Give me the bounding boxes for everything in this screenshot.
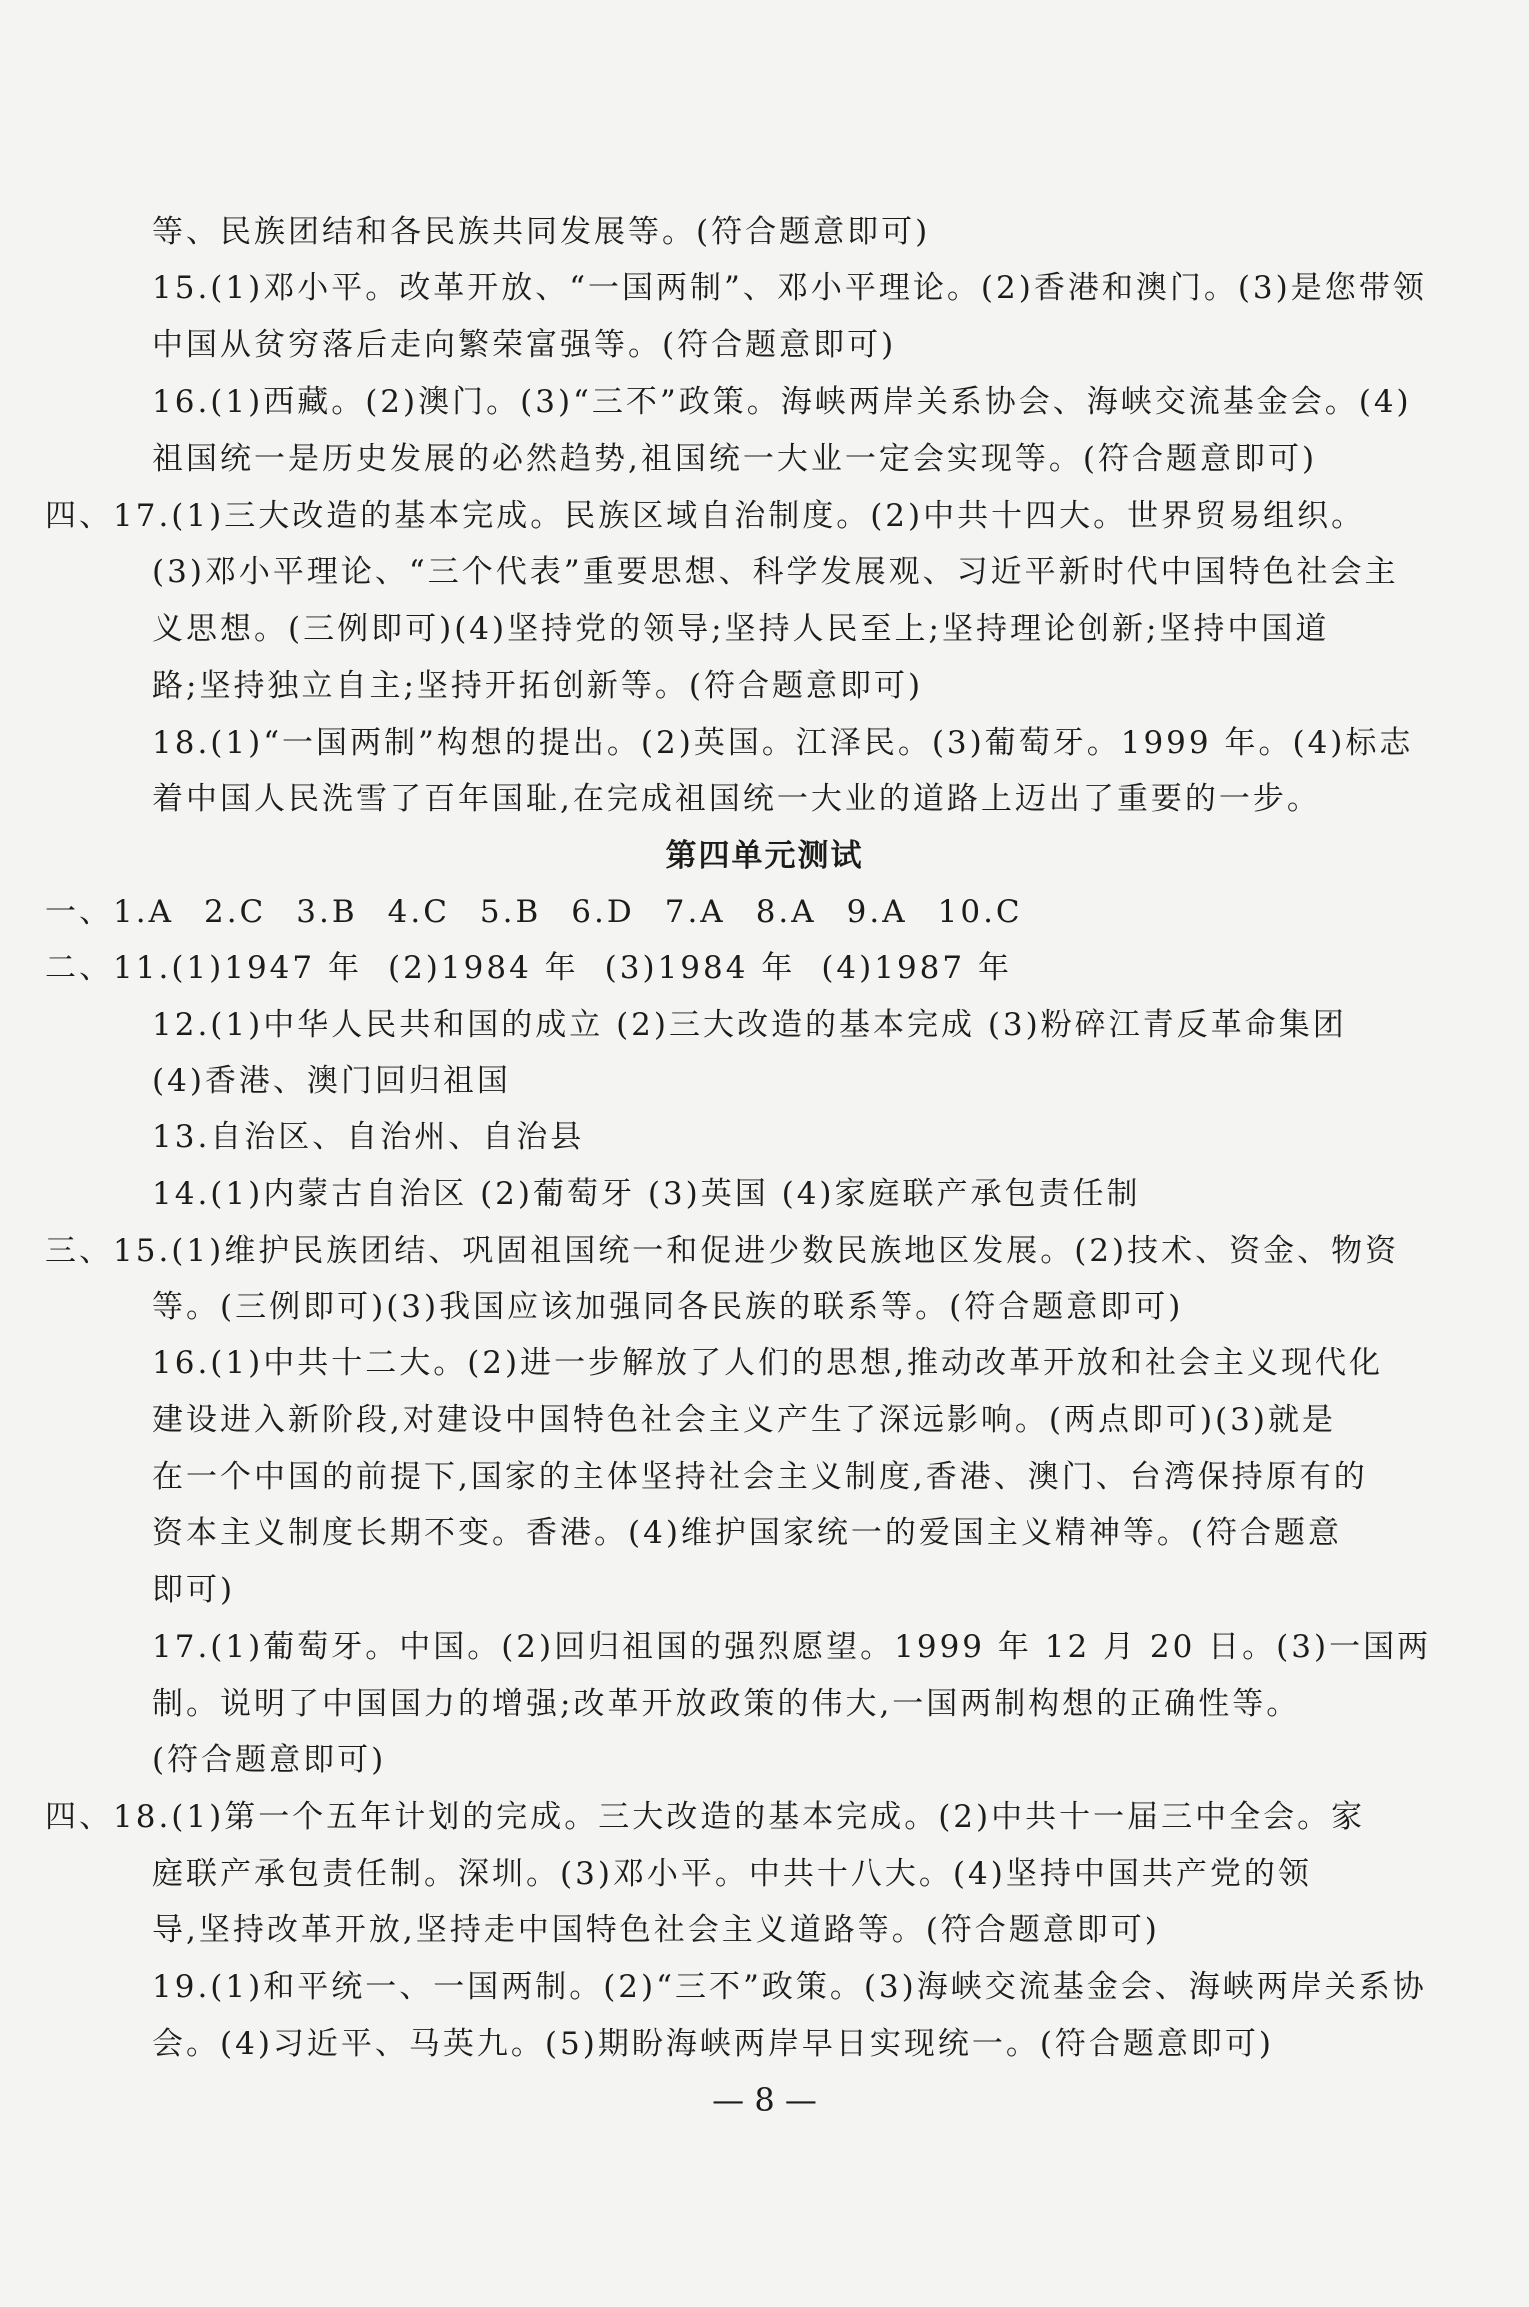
- answer-line: 16.(1)中共十二大。(2)进一步解放了人们的思想,推动改革开放和社会主义现代化: [152, 1345, 1383, 1381]
- mc-prefix: 一、: [45, 894, 113, 930]
- answer-line: 即可): [152, 1572, 236, 1608]
- answer-line: 15.(1)邓小平。改革开放、“一国两制”、邓小平理论。(2)香港和澳门。(3)是您带领: [152, 270, 1427, 306]
- mc-answer: 1.A: [113, 894, 174, 930]
- mc-answer: 7.A: [664, 894, 726, 930]
- mc-answer: 5.B: [479, 894, 542, 930]
- section-title: 第四单元测试: [665, 838, 864, 874]
- answer-line: 着中国人民洗雪了百年国耻,在完成祖国统一大业的道路上迈出了重要的一步。: [152, 781, 1321, 817]
- answer-line: 资本主义制度长期不变。香港。(4)维护国家统一的爱国主义精神等。(符合题意: [152, 1515, 1343, 1551]
- answer-line: 12.(1)中华人民共和国的成立 (2)三大改造的基本完成 (3)粉碎江青反革命集团: [152, 1007, 1347, 1043]
- fb-answer: (4)1987 年: [821, 950, 1012, 986]
- answer-line: 四、17.(1)三大改造的基本完成。民族区域自治制度。(2)中共十四大。世界贸易组织。: [45, 498, 1366, 534]
- mc-answer: 2.C: [203, 894, 267, 930]
- answer-line: 庭联产承包责任制。深圳。(3)邓小平。中共十八大。(4)坚持中国共产党的领: [152, 1856, 1312, 1892]
- answer-line: 17.(1)葡萄牙。中国。(2)回归祖国的强烈愿望。1999 年 12 月 20 日。(3)一国两: [152, 1629, 1432, 1665]
- answer-line: 制。说明了中国国力的增强;改革开放政策的伟大,一国两制构想的正确性等。: [152, 1686, 1301, 1722]
- mc-answer: 8.A: [755, 894, 817, 930]
- answer-line: 三、15.(1)维护民族团结、巩固祖国统一和促进少数民族地区发展。(2)技术、资金、物资: [45, 1233, 1400, 1269]
- answer-line: 16.(1)西藏。(2)澳门。(3)“三不”政策。海峡两岸关系协会、海峡交流基金会。(4): [152, 384, 1412, 420]
- answer-line: 建设进入新阶段,对建设中国特色社会主义产生了深远影响。(两点即可)(3)就是: [152, 1402, 1336, 1438]
- mc-answer: 4.C: [387, 894, 450, 930]
- fb-answer: (3)1984 年: [604, 950, 796, 986]
- answer-line: 等、民族团结和各民族共同发展等。(符合题意即可): [152, 214, 931, 250]
- answer-line: 路;坚持独立自主;坚持开拓创新等。(符合题意即可): [152, 668, 924, 704]
- answer-line: 18.(1)“一国两制”构想的提出。(2)英国。江泽民。(3)葡萄牙。1999 年。(4)标志: [152, 725, 1414, 761]
- fb-prefix: 二、11.: [45, 950, 172, 986]
- mc-answer: 9.A: [846, 894, 908, 930]
- answer-line: 导,坚持改革开放,坚持走中国特色社会主义道路等。(符合题意即可): [152, 1912, 1160, 1948]
- fill-blank-answers: [45, 948, 1038, 988]
- mc-answer: 3.B: [296, 894, 358, 930]
- page-number: — 8 —: [712, 2081, 817, 2119]
- answer-line: (符合题意即可): [152, 1742, 387, 1778]
- answer-line: 中国从贫穷落后走向繁荣富强等。(符合题意即可): [152, 327, 897, 363]
- mc-answer: 6.D: [571, 894, 635, 930]
- answer-line: 13.自治区、自治州、自治县: [152, 1119, 585, 1155]
- answer-line: 会。(4)习近平、马英九。(5)期盼海峡两岸早日实现统一。(符合题意即可): [152, 2026, 1275, 2062]
- fb-answer: (1)1947 年: [171, 950, 362, 986]
- answer-line: 19.(1)和平统一、一国两制。(2)“三不”政策。(3)海峡交流基金会、海峡两岸关系协: [152, 1969, 1427, 2005]
- answer-line: 等。(三例即可)(3)我国应该加强同各民族的联系等。(符合题意即可): [152, 1289, 1184, 1325]
- answer-line: 祖国统一是历史发展的必然趋势,祖国统一大业一定会实现等。(符合题意即可): [152, 441, 1318, 477]
- fb-answer: (2)1984 年: [387, 950, 579, 986]
- answer-line: 14.(1)内蒙古自治区 (2)葡萄牙 (3)英国 (4)家庭联产承包责任制: [152, 1176, 1141, 1212]
- multiple-choice-answers: [45, 892, 1053, 932]
- answer-line: 在一个中国的前提下,国家的主体坚持社会主义制度,香港、澳门、台湾保持原有的: [152, 1459, 1368, 1495]
- answer-line: (4)香港、澳门回归祖国: [152, 1063, 511, 1099]
- answer-line: 四、18.(1)第一个五年计划的完成。三大改造的基本完成。(2)中共十一届三中全会。家: [45, 1799, 1366, 1835]
- answer-line: 义思想。(三例即可)(4)坚持党的领导;坚持人民至上;坚持理论创新;坚持中国道: [152, 611, 1330, 647]
- answer-line: (3)邓小平理论、“三个代表”重要思想、科学发展观、习近平新时代中国特色社会主: [152, 554, 1399, 590]
- mc-answer: 10.C: [937, 894, 1023, 930]
